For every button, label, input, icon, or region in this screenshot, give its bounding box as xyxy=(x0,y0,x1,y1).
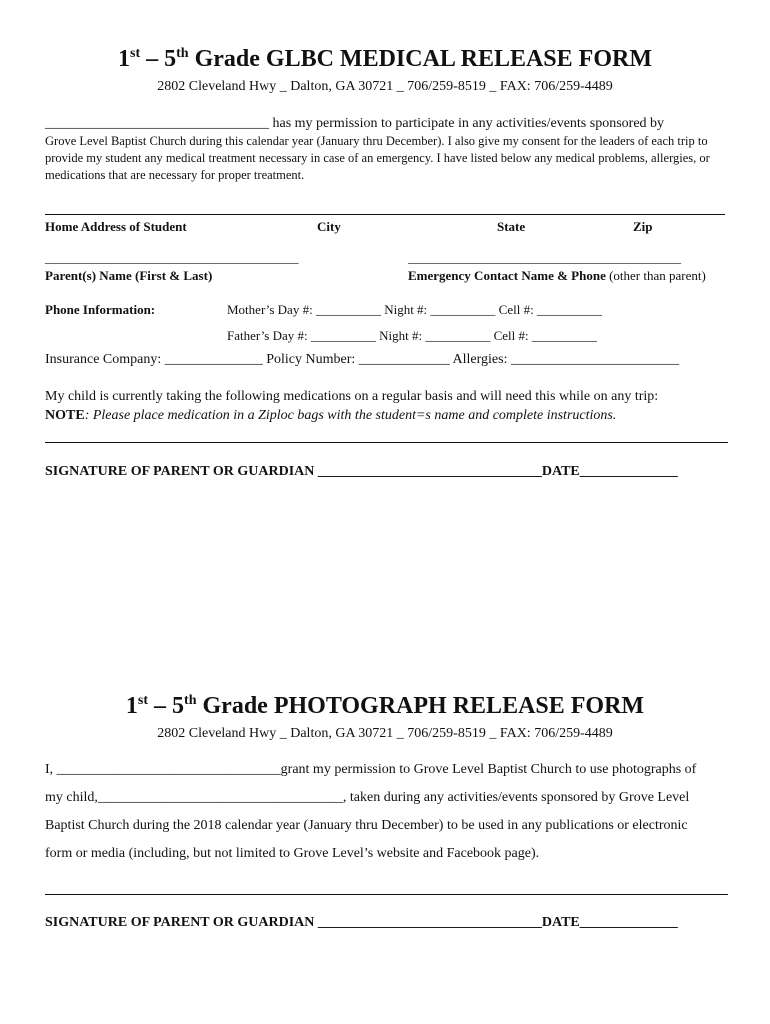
title-number: 5 xyxy=(172,693,185,719)
medical-address: 2802 Cleveland Hwy _ Dalton, GA 30721 _ 706/259-8519 _ FAX: 706/259-4489 xyxy=(157,79,613,94)
photo-line-1[interactable]: I, ________________________________grant my permission to Grove Level Baptist Church to use photographs of xyxy=(45,762,697,777)
date-label: DATE xyxy=(541,915,580,930)
emergency-label-rest: (other than parent) xyxy=(605,268,706,283)
medications-line: My child is currently taking the following medications on a regular basis and will need this while on any trip: xyxy=(45,389,659,404)
title-text: Grade GLBC MEDICAL RELEASE FORM xyxy=(188,46,652,72)
medical-signature-line xyxy=(45,464,678,480)
city-label: City xyxy=(317,219,341,234)
signature-field[interactable]: ________________________________ xyxy=(317,464,542,479)
title-number: 1 xyxy=(118,46,131,72)
title-number: 5 xyxy=(164,46,177,72)
phone-info-label: Phone Information: xyxy=(45,302,156,317)
photo-address: 2802 Cleveland Hwy _ Dalton, GA 30721 _ 706/259-8519 _ FAX: 706/259-4489 xyxy=(157,726,613,741)
title-superscript: st xyxy=(130,46,141,61)
signature-label: SIGNATURE OF PARENT OR GUARDIAN xyxy=(45,464,315,479)
title-number: 1 xyxy=(125,693,138,719)
state-label: State xyxy=(497,219,526,234)
permission-line xyxy=(45,116,664,132)
medications-field[interactable] xyxy=(45,442,728,443)
date-field[interactable]: ______________ xyxy=(579,464,678,479)
photo-signature-line xyxy=(45,915,678,931)
emergency-contact-label xyxy=(408,268,706,284)
photo-form-title xyxy=(0,693,770,720)
signature-label: SIGNATURE OF PARENT OR GUARDIAN xyxy=(45,915,315,930)
home-address-field[interactable] xyxy=(45,214,725,215)
medical-form-title xyxy=(0,46,770,73)
title-superscript: th xyxy=(176,46,189,61)
photo-line-2[interactable]: my child,___________________________________, taken during any activities/events sponsored by Grove Level xyxy=(45,790,690,805)
photo-line-4: form or media (including, but not limited to Grove Level’s website and Facebook page). xyxy=(45,846,540,861)
date-label: DATE xyxy=(541,464,580,479)
note-text: : Please place medication in a Ziploc bags with the student=s name and complete instructions. xyxy=(84,408,617,423)
note-label: NOTE xyxy=(45,408,85,423)
consent-paragraph: Grove Level Baptist Church during this calendar year (January thru December). I also give my consent for the leaders of each trip to provide my student any medical treatment necessary in case of an emergency. I have listed below any medical problems, allergies, or medications that are necessary for proper treatment. xyxy=(45,134,710,182)
title-superscript: st xyxy=(137,693,149,708)
title-superscript: th xyxy=(184,693,197,708)
emergency-contact-field[interactable]: __________________________________________ xyxy=(408,250,681,265)
title-text: Grade PHOTOGRAPH RELEASE FORM xyxy=(196,693,645,719)
photo-divider-field[interactable] xyxy=(45,894,728,895)
title-dash: – xyxy=(140,46,165,72)
parent-name-field[interactable]: _______________________________________ xyxy=(45,250,299,265)
student-name-field[interactable]: ________________________________ xyxy=(45,116,269,131)
photo-line-3: Baptist Church during the 2018 calendar year (January thru December) to be used in any publications or electronic xyxy=(45,818,688,833)
father-phone-line[interactable]: Father’s Day #: __________ Night #: __________ Cell #: __________ xyxy=(227,328,597,343)
note-line xyxy=(45,408,616,424)
signature-field[interactable]: ________________________________ xyxy=(317,915,542,930)
permission-text: has my permission to participate in any activities/events sponsored by xyxy=(269,116,665,131)
insurance-line[interactable]: Insurance Company: ______________ Policy Number: _____________ Allergies: ________________________ xyxy=(45,352,679,367)
mother-phone-line[interactable]: Mother’s Day #: __________ Night #: __________ Cell #: __________ xyxy=(227,302,602,317)
home-address-label: Home Address of Student xyxy=(45,219,187,234)
zip-label: Zip xyxy=(633,219,653,234)
title-dash: – xyxy=(148,693,173,719)
date-field[interactable]: ______________ xyxy=(579,915,678,930)
emergency-label-bold: Emergency Contact Name & Phone xyxy=(408,268,606,283)
parent-name-label: Parent(s) Name (First & Last) xyxy=(45,268,213,283)
